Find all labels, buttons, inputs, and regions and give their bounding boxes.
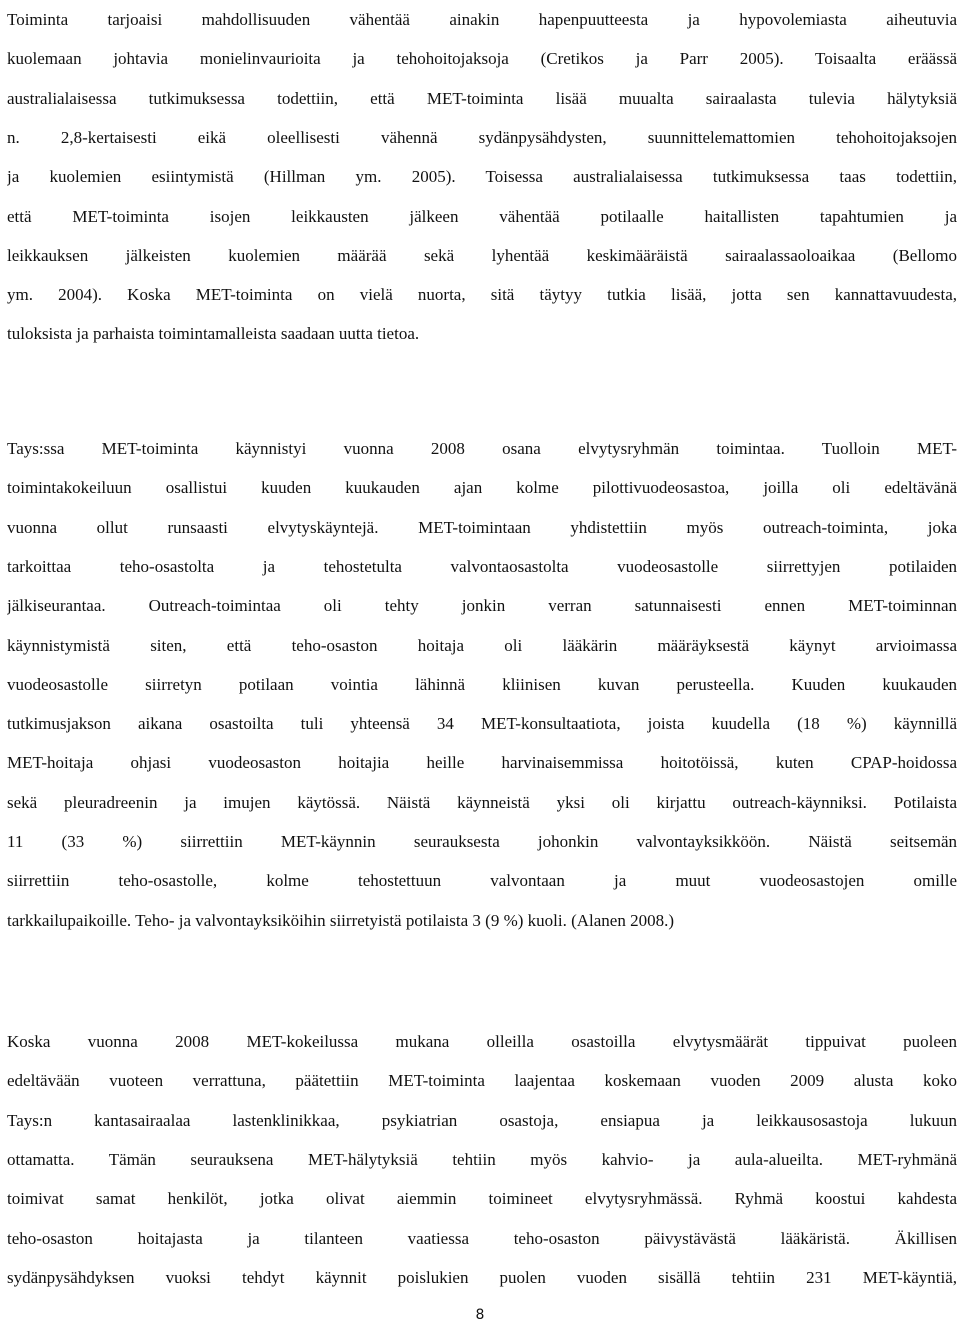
text-line: sydänpysähdyksen vuoksi tehdyt käynnit poislukien puolen vuoden sisällä tehtiin 231 MET-käyntiä, <box>7 1267 957 1287</box>
text-line: tutkimusjakson aikana osastoilta tuli yhteensä 34 MET-konsultaatiota, joista kuudella (18 %) käynnillä <box>7 714 957 734</box>
text-line: toimintakokeiluun osallistui kuuden kuukauden ajan kolme pilottivuodeosastoa, joilla oli edeltävänä <box>7 478 957 498</box>
text-line: n. 2,8-kertaisesti eikä oleellisesti vähennä sydänpysähdysten, suunnittelemattomien tehohoitojaksojen <box>7 127 957 147</box>
text-line: Tays:ssa MET-toiminta käynnistyi vuonna 2008 osana elvytysryhmän toimintaa. Tuolloin MET- <box>7 439 957 458</box>
text-line: leikkauksen jälkeisten kuolemien määrää sekä lyhentää keskimääräistä sairaalassaoloaikaa (Bellomo <box>7 245 957 265</box>
text-line: australialaisessa tutkimuksessa todettiin, että MET-toiminta lisää muualta sairaalasta tulevia hälytyksiä <box>7 88 957 108</box>
text-line: että MET-toiminta isojen leikkausten jälkeen vähentää potilaalle haitallisten tapahtumien ja <box>7 206 957 226</box>
text-line: toimivat samat henkilöt, jotka olivat aiemmin toimineet elvytysryhmässä. Ryhmä koostui kahdesta <box>7 1189 957 1209</box>
text-line: MET-hoitaja ohjasi vuodeosaston hoitajia heille harvinaisemmissa hoitotöissä, kuten CPAP-hoidossa <box>7 753 957 773</box>
text-line: edeltävään vuoteen verrattuna, päätettiin MET-toiminta laajentaa koskemaan vuoden 2009 alusta koko <box>7 1071 957 1091</box>
text-line: sekä pleuradreenin ja imujen käytössä. Näistä käynneistä yksi oli kirjattu outreach-käynniksi. Potilaista <box>7 792 957 812</box>
text-line: ja kuolemien esiintymistä (Hillman ym. 2005). Toisessa australialaisessa tutkimuksessa taas todettiin, <box>7 167 957 187</box>
text-line: kuolemaan johtavia monielinvaurioita ja tehohoitojaksoja (Cretikos ja Parr 2005). Toisaalta eräässä <box>7 49 957 69</box>
text-line: vuonna ollut runsaasti elvytyskäyntejä. MET-toimintaan yhdistettiin myös outreach-toiminta, joka <box>7 517 957 537</box>
text-line: siirrettiin teho-osastolle, kolme tehostettuun valvontaan ja muut vuodeosastojen omille <box>7 871 957 891</box>
text-line: teho-osaston hoitajasta ja tilanteen vaatiessa teho-osaston päivystävästä lääkäristä. Äkillisen <box>7 1228 957 1248</box>
page-number: 8 <box>475 1307 485 1323</box>
text-line: tarkkailupaikoille. Teho- ja valvontayksiköihin siirretyistä potilaista 3 (9 %) kuoli. (Alanen 2008.) <box>7 910 675 930</box>
text-line: Tays:n kantasairaalaa lastenklinikkaa, psykiatrian osastoja, ensiapua ja leikkausosastoja lukuun <box>7 1110 957 1130</box>
text-line: 11 (33 %) siirrettiin MET-käynnin seurauksesta johonkin valvontayksikköön. Näistä seitsemän <box>7 832 957 851</box>
text-line: käynnistymistä siten, että teho-osaston hoitaja oli lääkärin määräyksestä käynyt arvioimassa <box>7 635 957 655</box>
text-line: ym. 2004). Koska MET-toiminta on vielä nuorta, sitä täytyy tutkia lisää, jotta sen kannattavuudesta, <box>7 285 957 305</box>
text-line: vuodeosastolle siirretyn potilaan vointia lähinnä kliinisen kuvan perusteella. Kuuden kuukauden <box>7 674 957 694</box>
text-line: Koska vuonna 2008 MET-kokeilussa mukana olleilla osastoilla elvytysmäärät tippuivat puoleen <box>7 1032 957 1051</box>
text-line: ottamatta. Tämän seurauksena MET-hälytyksiä tehtiin myös kahvio- ja aula-alueilta. MET-ryhmänä <box>7 1149 957 1169</box>
text-line: jälkiseurantaa. Outreach-toimintaa oli tehty jonkin verran satunnaisesti ennen MET-toiminnan <box>7 596 957 616</box>
text-line: tarkoittaa teho-osastolta ja tehostetulta valvontaosastolta vuodeosastolle siirrettyjen potilaiden <box>7 556 957 576</box>
text-line: Toiminta tarjoaisi mahdollisuuden vähentää ainakin hapenpuutteesta ja hypovolemiasta aiheutuvia <box>7 10 957 29</box>
text-line: tuloksista ja parhaista toimintamalleista saadaan uutta tietoa. <box>7 324 420 344</box>
